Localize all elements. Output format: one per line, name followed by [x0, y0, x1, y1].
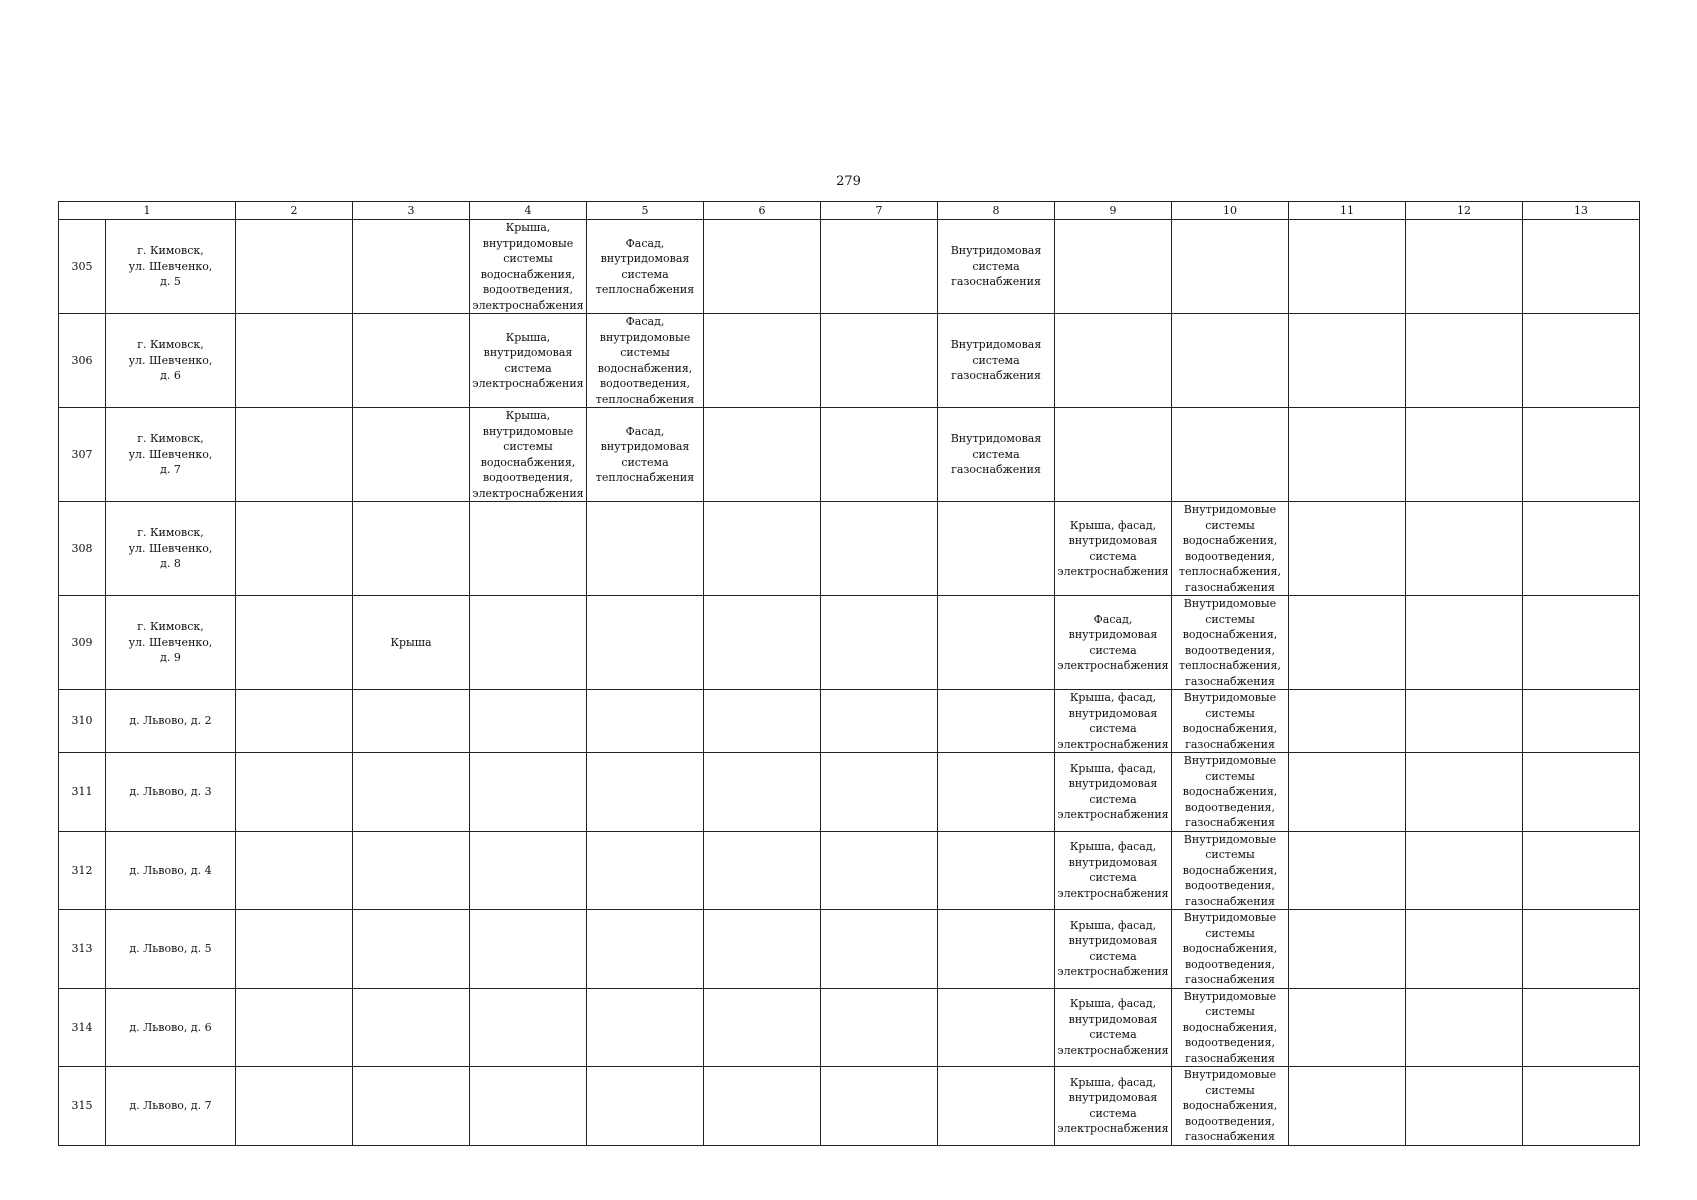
cell-c8: [938, 502, 1055, 596]
row-number-cell: 311: [59, 753, 106, 832]
cell-c3: [353, 831, 470, 910]
cell-c12: [1406, 314, 1523, 408]
cell-c13: [1523, 502, 1640, 596]
cell-c4: Крыша, внутридомовые системы водоснабжения, водоотведения, электроснабжения: [470, 220, 587, 314]
cell-c4: [470, 596, 587, 690]
row-number-cell: 312: [59, 831, 106, 910]
address-cell: д. Львово, д. 2: [106, 690, 236, 753]
cell-c9: Крыша, фасад, внутридомовая система электроснабжения: [1055, 988, 1172, 1067]
cell-c3: [353, 988, 470, 1067]
cell-c6: [704, 408, 821, 502]
cell-c8: [938, 910, 1055, 989]
cell-c8: Внутридомовая система газоснабжения: [938, 408, 1055, 502]
cell-c13: [1523, 831, 1640, 910]
cell-c8: Внутридомовая система газоснабжения: [938, 220, 1055, 314]
cell-c10: Внутридомовые системы водоснабжения, водоотведения, теплоснабжения, газоснабжения: [1172, 596, 1289, 690]
cell-c13: [1523, 408, 1640, 502]
cell-c7: [821, 831, 938, 910]
cell-c12: [1406, 220, 1523, 314]
cell-c2: [236, 408, 353, 502]
table-row: [59, 1067, 1640, 1146]
cell-c11: [1289, 502, 1406, 596]
cell-c11: [1289, 596, 1406, 690]
cell-c7: [821, 910, 938, 989]
table-row: [59, 910, 1640, 989]
cell-c5: Фасад, внутридомовая система теплоснабжения: [587, 220, 704, 314]
cell-c4: [470, 988, 587, 1067]
cell-c2: [236, 1067, 353, 1146]
cell-c12: [1406, 502, 1523, 596]
cell-c7: [821, 1067, 938, 1146]
cell-c6: [704, 1067, 821, 1146]
table-row: [59, 220, 1640, 314]
cell-c2: [236, 988, 353, 1067]
cell-c7: [821, 690, 938, 753]
cell-c9: Крыша, фасад, внутридомовая система электроснабжения: [1055, 831, 1172, 910]
cell-c11: [1289, 314, 1406, 408]
row-number-cell: 307: [59, 408, 106, 502]
table-row: [59, 408, 1640, 502]
cell-c11: [1289, 753, 1406, 832]
cell-c4: [470, 831, 587, 910]
address-cell: г. Кимовск, ул. Шевченко, д. 6: [106, 314, 236, 408]
cell-c3: [353, 753, 470, 832]
header-cell: 1: [59, 202, 236, 220]
cell-c5: [587, 1067, 704, 1146]
cell-c7: [821, 753, 938, 832]
cell-c12: [1406, 753, 1523, 832]
cell-c5: [587, 988, 704, 1067]
cell-c10: Внутридомовые системы водоснабжения, водоотведения, газоснабжения: [1172, 831, 1289, 910]
cell-c5: [587, 753, 704, 832]
cell-c7: [821, 502, 938, 596]
header-row: [59, 202, 1640, 220]
address-cell: д. Львово, д. 5: [106, 910, 236, 989]
cell-c11: [1289, 408, 1406, 502]
cell-c6: [704, 753, 821, 832]
header-cell: 9: [1055, 202, 1172, 220]
header-cell: 13: [1523, 202, 1640, 220]
table-row: [59, 831, 1640, 910]
cell-c8: [938, 596, 1055, 690]
cell-c3: [353, 408, 470, 502]
row-number-cell: 310: [59, 690, 106, 753]
cell-c13: [1523, 690, 1640, 753]
cell-c4: Крыша, внутридомовая система электроснабжения: [470, 314, 587, 408]
cell-c3: [353, 314, 470, 408]
cell-c13: [1523, 988, 1640, 1067]
cell-c6: [704, 220, 821, 314]
table-row: [59, 314, 1640, 408]
cell-c5: Фасад, внутридомовая система теплоснабжения: [587, 408, 704, 502]
row-number-cell: 308: [59, 502, 106, 596]
cell-c3: [353, 220, 470, 314]
row-number-cell: 305: [59, 220, 106, 314]
cell-c10: [1172, 314, 1289, 408]
row-number-cell: 313: [59, 910, 106, 989]
table-body: [59, 202, 1640, 1146]
cell-c7: [821, 596, 938, 690]
cell-c13: [1523, 220, 1640, 314]
header-cell: 11: [1289, 202, 1406, 220]
cell-c7: [821, 314, 938, 408]
cell-c4: [470, 1067, 587, 1146]
cell-c2: [236, 502, 353, 596]
header-cell: 4: [470, 202, 587, 220]
cell-c5: [587, 690, 704, 753]
cell-c5: [587, 596, 704, 690]
cell-c12: [1406, 831, 1523, 910]
cell-c13: [1523, 314, 1640, 408]
cell-c9: Крыша, фасад, внутридомовая система электроснабжения: [1055, 502, 1172, 596]
cell-c10: Внутридомовые системы водоснабжения, водоотведения, теплоснабжения, газоснабжения: [1172, 502, 1289, 596]
cell-c9: [1055, 220, 1172, 314]
cell-c3: [353, 690, 470, 753]
address-cell: д. Львово, д. 6: [106, 988, 236, 1067]
header-cell: 3: [353, 202, 470, 220]
cell-c2: [236, 596, 353, 690]
cell-c9: Крыша, фасад, внутридомовая система электроснабжения: [1055, 1067, 1172, 1146]
cell-c12: [1406, 690, 1523, 753]
header-cell: 5: [587, 202, 704, 220]
cell-c2: [236, 690, 353, 753]
cell-c8: Внутридомовая система газоснабжения: [938, 314, 1055, 408]
address-cell: д. Львово, д. 3: [106, 753, 236, 832]
cell-c2: [236, 314, 353, 408]
cell-c6: [704, 690, 821, 753]
cell-c8: [938, 690, 1055, 753]
cell-c8: [938, 1067, 1055, 1146]
cell-c11: [1289, 910, 1406, 989]
header-cell: 7: [821, 202, 938, 220]
cell-c7: [821, 220, 938, 314]
header-cell: 6: [704, 202, 821, 220]
row-number-cell: 314: [59, 988, 106, 1067]
row-number-cell: 309: [59, 596, 106, 690]
cell-c9: Крыша, фасад, внутридомовая система электроснабжения: [1055, 753, 1172, 832]
cell-c8: [938, 988, 1055, 1067]
cell-c9: Фасад, внутридомовая система электроснабжения: [1055, 596, 1172, 690]
cell-c11: [1289, 831, 1406, 910]
address-cell: г. Кимовск, ул. Шевченко, д. 5: [106, 220, 236, 314]
cell-c4: Крыша, внутридомовые системы водоснабжения, водоотведения, электроснабжения: [470, 408, 587, 502]
cell-c9: Крыша, фасад, внутридомовая система электроснабжения: [1055, 690, 1172, 753]
cell-c10: [1172, 220, 1289, 314]
cell-c2: [236, 753, 353, 832]
cell-c10: Внутридомовые системы водоснабжения, водоотведения, газоснабжения: [1172, 1067, 1289, 1146]
cell-c9: [1055, 408, 1172, 502]
row-number-cell: 315: [59, 1067, 106, 1146]
cell-c3: Крыша: [353, 596, 470, 690]
cell-c6: [704, 502, 821, 596]
cell-c3: [353, 910, 470, 989]
header-cell: 10: [1172, 202, 1289, 220]
cell-c6: [704, 831, 821, 910]
repair-schedule-table: [58, 201, 1640, 1146]
cell-c2: [236, 831, 353, 910]
cell-c4: [470, 753, 587, 832]
table-row: [59, 502, 1640, 596]
cell-c7: [821, 408, 938, 502]
table-row: [59, 596, 1640, 690]
cell-c3: [353, 502, 470, 596]
address-cell: д. Львово, д. 7: [106, 1067, 236, 1146]
cell-c11: [1289, 690, 1406, 753]
cell-c5: Фасад, внутридомовые системы водоснабжения, водоотведения, теплоснабжения: [587, 314, 704, 408]
address-cell: д. Львово, д. 4: [106, 831, 236, 910]
cell-c10: [1172, 408, 1289, 502]
row-number-cell: 306: [59, 314, 106, 408]
cell-c11: [1289, 988, 1406, 1067]
cell-c11: [1289, 220, 1406, 314]
cell-c11: [1289, 1067, 1406, 1146]
cell-c4: [470, 910, 587, 989]
table-row: [59, 988, 1640, 1067]
cell-c2: [236, 220, 353, 314]
table-row: [59, 690, 1640, 753]
page-number: 279: [836, 174, 861, 189]
cell-c5: [587, 910, 704, 989]
header-cell: 2: [236, 202, 353, 220]
cell-c12: [1406, 408, 1523, 502]
cell-c12: [1406, 988, 1523, 1067]
cell-c4: [470, 502, 587, 596]
table-row: [59, 753, 1640, 832]
header-cell: 8: [938, 202, 1055, 220]
cell-c3: [353, 1067, 470, 1146]
cell-c12: [1406, 596, 1523, 690]
header-cell: 12: [1406, 202, 1523, 220]
cell-c2: [236, 910, 353, 989]
cell-c13: [1523, 910, 1640, 989]
cell-c6: [704, 314, 821, 408]
cell-c10: Внутридомовые системы водоснабжения, водоотведения, газоснабжения: [1172, 910, 1289, 989]
cell-c6: [704, 988, 821, 1067]
cell-c13: [1523, 753, 1640, 832]
cell-c6: [704, 596, 821, 690]
cell-c8: [938, 753, 1055, 832]
cell-c9: Крыша, фасад, внутридомовая система электроснабжения: [1055, 910, 1172, 989]
cell-c10: Внутридомовые системы водоснабжения, водоотведения, газоснабжения: [1172, 988, 1289, 1067]
cell-c13: [1523, 1067, 1640, 1146]
cell-c6: [704, 910, 821, 989]
cell-c4: [470, 690, 587, 753]
cell-c9: [1055, 314, 1172, 408]
cell-c10: Внутридомовые системы водоснабжения, газоснабжения: [1172, 690, 1289, 753]
address-cell: г. Кимовск, ул. Шевченко, д. 9: [106, 596, 236, 690]
cell-c12: [1406, 910, 1523, 989]
address-cell: г. Кимовск, ул. Шевченко, д. 8: [106, 502, 236, 596]
cell-c8: [938, 831, 1055, 910]
cell-c10: Внутридомовые системы водоснабжения, водоотведения, газоснабжения: [1172, 753, 1289, 832]
address-cell: г. Кимовск, ул. Шевченко, д. 7: [106, 408, 236, 502]
cell-c7: [821, 988, 938, 1067]
cell-c5: [587, 502, 704, 596]
cell-c13: [1523, 596, 1640, 690]
cell-c12: [1406, 1067, 1523, 1146]
cell-c5: [587, 831, 704, 910]
